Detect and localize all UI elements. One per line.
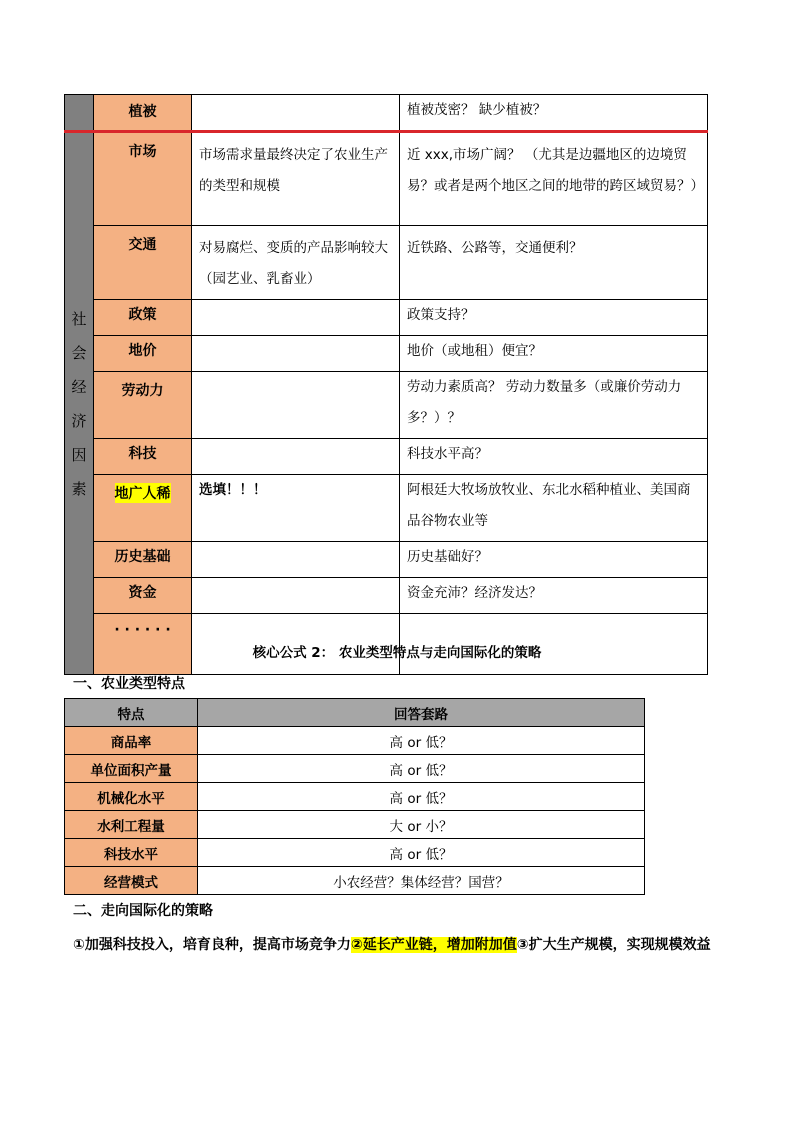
feature-label: 商品率 bbox=[65, 727, 198, 755]
table-row bbox=[65, 578, 708, 614]
formula-heading: 核心公式 2： 农业类型特点与走向国际化的策略 bbox=[252, 645, 542, 661]
answer-pattern: 小农经营？集体经营？国营？ bbox=[198, 867, 645, 895]
answer-pattern: 高 or 低？ bbox=[198, 727, 645, 755]
factor-description bbox=[192, 300, 400, 336]
factor-description bbox=[192, 95, 400, 132]
factor-label: 历史基础 bbox=[114, 549, 171, 565]
factor-label: 政策 bbox=[128, 307, 157, 323]
table-row bbox=[65, 542, 708, 578]
factor-description bbox=[192, 336, 400, 372]
factor-label: 地价 bbox=[128, 343, 157, 359]
factor-answer: 劳动力素质高？ 劳动力数量多（或廉价劳动力多？）？ bbox=[400, 372, 708, 439]
factor-answer: 地价（或地租）便宜？ bbox=[400, 336, 708, 372]
answer-pattern: 高 or 低？ bbox=[198, 783, 645, 811]
factor-answer: 科技水平高？ bbox=[400, 439, 708, 475]
factor-description: 对易腐烂、变质的产品影响较大（园艺业、乳畜业） bbox=[192, 226, 400, 300]
factor-answer: 阿根廷大牧场放牧业、东北水稻种植业、美国商品谷物农业等 bbox=[400, 475, 708, 542]
factor-label: · · · · · · bbox=[114, 622, 171, 638]
side-label: 社 会 经 济 因 素 bbox=[65, 132, 94, 675]
strategy-part-3: ③扩大生产规模，实现规模效益 bbox=[516, 937, 711, 953]
table-row bbox=[65, 755, 645, 783]
agriculture-characteristics-table bbox=[64, 698, 645, 895]
factor-label: 劳动力 bbox=[121, 383, 164, 399]
section-heading-strategy: 二、走向国际化的策略 bbox=[73, 903, 213, 919]
column-header: 回答套路 bbox=[198, 699, 645, 727]
strategy-part-1: ①加强科技投入，培育良种，提高市场竞争力 bbox=[73, 937, 351, 953]
section-heading-types: 一、农业类型特点 bbox=[73, 676, 185, 692]
table-row bbox=[65, 132, 708, 226]
factor-label: 资金 bbox=[128, 585, 157, 601]
feature-label: 水利工程量 bbox=[65, 811, 198, 839]
table-row bbox=[65, 95, 708, 132]
strategy-part-2-highlight: ②延长产业链，增加附加值 bbox=[350, 937, 517, 953]
factor-label: 交通 bbox=[128, 237, 157, 253]
factor-description bbox=[192, 578, 400, 614]
table-row bbox=[65, 372, 708, 439]
table-row bbox=[65, 336, 708, 372]
factor-description bbox=[192, 372, 400, 439]
factor-description: 选填！！！ bbox=[192, 475, 400, 542]
factor-answer: 历史基础好？ bbox=[400, 542, 708, 578]
social-economic-factors-table bbox=[64, 94, 708, 675]
strategy-paragraph bbox=[73, 930, 733, 961]
answer-pattern: 高 or 低？ bbox=[198, 755, 645, 783]
factor-description bbox=[192, 439, 400, 475]
factor-answer: 植被茂密？ 缺少植被？ bbox=[400, 95, 708, 132]
table-row bbox=[65, 300, 708, 336]
table-row bbox=[65, 475, 708, 542]
feature-label: 科技水平 bbox=[65, 839, 198, 867]
table-row bbox=[65, 811, 645, 839]
feature-label: 机械化水平 bbox=[65, 783, 198, 811]
factor-answer: 资金充沛？经济发达？ bbox=[400, 578, 708, 614]
factor-label: 市场 bbox=[128, 144, 157, 160]
factor-description: 市场需求量最终决定了农业生产的类型和规模 bbox=[192, 132, 400, 226]
column-header: 特点 bbox=[65, 699, 198, 727]
table-row bbox=[65, 226, 708, 300]
feature-label: 经营模式 bbox=[65, 867, 198, 895]
feature-label: 单位面积产量 bbox=[65, 755, 198, 783]
factor-label: 科技 bbox=[128, 446, 157, 462]
answer-pattern: 高 or 低？ bbox=[198, 839, 645, 867]
table-row bbox=[65, 783, 645, 811]
table-row bbox=[65, 867, 645, 895]
factor-answer: 近 xxx,市场广阔？ （尤其是边疆地区的边境贸易？或者是两个地区之间的地带的跨区域贸易？） bbox=[400, 132, 708, 226]
table-header-row bbox=[65, 699, 645, 727]
factor-label: 地广人稀 bbox=[115, 483, 171, 503]
table-row bbox=[65, 727, 645, 755]
factor-answer: 近铁路、公路等，交通便利？ bbox=[400, 226, 708, 300]
table-row bbox=[65, 839, 645, 867]
answer-pattern: 大 or 小？ bbox=[198, 811, 645, 839]
factor-description bbox=[192, 542, 400, 578]
factor-label: 植被 bbox=[128, 104, 157, 120]
factor-answer: 政策支持？ bbox=[400, 300, 708, 336]
table-row bbox=[65, 439, 708, 475]
